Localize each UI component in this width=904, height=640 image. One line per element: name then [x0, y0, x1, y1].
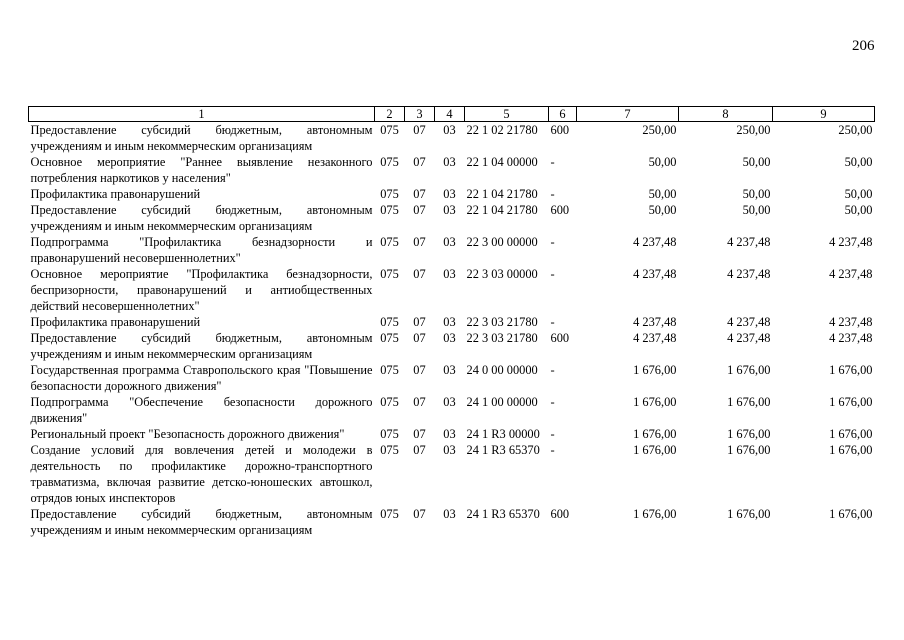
row-amount-9: 4 237,48 — [829, 235, 873, 249]
row-subsection-code: 03 — [443, 363, 456, 377]
row-amount-7: 1 676,00 — [633, 427, 677, 441]
row-section-code: 07 — [413, 427, 426, 441]
row-section-code: 07 — [413, 331, 426, 345]
row-amount-8: 50,00 — [742, 203, 771, 217]
row-name: Предоставление субсидий бюджетным, автономным учреждениям и иным некоммерческим организациям — [30, 203, 373, 233]
row-expense-type: - — [550, 315, 555, 329]
row-target-article: 22 1 02 21780 — [466, 123, 538, 137]
row-target-article: 22 3 03 00000 — [466, 267, 538, 281]
table-row — [29, 442, 875, 506]
row-ministry-code: 075 — [380, 395, 399, 409]
row-section-code: 07 — [413, 395, 426, 409]
page-number: 206 — [852, 38, 875, 54]
table-row — [29, 202, 875, 234]
row-amount-7: 4 237,48 — [633, 315, 677, 329]
row-amount-7: 1 676,00 — [633, 507, 677, 521]
row-ministry-code: 075 — [380, 187, 399, 201]
row-expense-type: 600 — [550, 331, 570, 345]
row-expense-type: - — [550, 267, 555, 281]
row-subsection-code: 03 — [443, 235, 456, 249]
row-subsection-code: 03 — [443, 443, 456, 457]
row-amount-9: 1 676,00 — [829, 443, 873, 457]
row-target-article: 22 1 04 21780 — [466, 187, 538, 201]
row-amount-7: 4 237,48 — [633, 331, 677, 345]
column-header-7: 7 — [577, 107, 679, 122]
row-ministry-code: 075 — [380, 235, 399, 249]
row-name: Профилактика правонарушений — [30, 315, 201, 329]
row-amount-9: 1 676,00 — [829, 427, 873, 441]
row-amount-8: 4 237,48 — [727, 235, 771, 249]
column-header-1: 1 — [29, 107, 375, 122]
table-row — [29, 330, 875, 362]
row-amount-7: 4 237,48 — [633, 267, 677, 281]
row-target-article: 24 1 00 00000 — [466, 395, 538, 409]
row-amount-8: 250,00 — [736, 123, 771, 137]
table-row — [29, 234, 875, 266]
row-amount-9: 1 676,00 — [829, 507, 873, 521]
row-name: Подпрограмма "Обеспечение безопасности дорожного движения" — [30, 395, 373, 425]
row-amount-9: 4 237,48 — [829, 315, 873, 329]
table-row — [29, 266, 875, 314]
row-amount-8: 1 676,00 — [727, 427, 771, 441]
table-row — [29, 506, 875, 538]
row-target-article: 22 3 03 21780 — [466, 315, 538, 329]
row-target-article: 24 1 R3 65370 — [466, 443, 540, 457]
row-expense-type: - — [550, 187, 555, 201]
row-expense-type: - — [550, 427, 555, 441]
row-name: Основное мероприятие "Профилактика безнадзорности, беспризорности, правонарушений и антиобщественных действий несовершеннолетних" — [30, 267, 373, 313]
row-amount-8: 50,00 — [742, 187, 771, 201]
row-subsection-code: 03 — [443, 315, 456, 329]
row-section-code: 07 — [413, 315, 426, 329]
row-amount-7: 250,00 — [642, 123, 677, 137]
row-amount-7: 50,00 — [648, 187, 677, 201]
header-row — [29, 107, 875, 122]
row-amount-8: 1 676,00 — [727, 507, 771, 521]
row-subsection-code: 03 — [443, 427, 456, 441]
row-expense-type: 600 — [550, 123, 570, 137]
row-subsection-code: 03 — [443, 395, 456, 409]
row-amount-9: 50,00 — [844, 187, 873, 201]
column-header-5: 5 — [465, 107, 549, 122]
row-ministry-code: 075 — [380, 123, 399, 137]
row-target-article: 22 3 00 00000 — [466, 235, 538, 249]
row-section-code: 07 — [413, 363, 426, 377]
row-ministry-code: 075 — [380, 267, 399, 281]
row-name: Региональный проект "Безопасность дорожного движения" — [30, 427, 345, 441]
row-expense-type: - — [550, 235, 555, 249]
row-amount-9: 1 676,00 — [829, 363, 873, 377]
row-name: Предоставление субсидий бюджетным, автономным учреждениям и иным некоммерческим организациям — [30, 507, 373, 537]
row-amount-7: 50,00 — [648, 155, 677, 169]
row-target-article: 24 0 00 00000 — [466, 363, 538, 377]
row-amount-8: 4 237,48 — [727, 315, 771, 329]
column-header-3: 3 — [405, 107, 435, 122]
row-ministry-code: 075 — [380, 155, 399, 169]
row-section-code: 07 — [413, 155, 426, 169]
row-name: Создание условий для вовлечения детей и молодежи в деятельность по профилактике дорожно-транспортного травматизма, включая развитие детско-юношеских автошкол, отрядов юных инспекторов — [30, 443, 373, 505]
row-subsection-code: 03 — [443, 155, 456, 169]
row-target-article: 24 1 R3 00000 — [466, 427, 540, 441]
table-row — [29, 426, 875, 442]
column-header-9: 9 — [773, 107, 875, 122]
row-amount-8: 1 676,00 — [727, 443, 771, 457]
row-section-code: 07 — [413, 507, 426, 521]
row-section-code: 07 — [413, 443, 426, 457]
row-amount-7: 1 676,00 — [633, 395, 677, 409]
row-subsection-code: 03 — [443, 203, 456, 217]
row-section-code: 07 — [413, 267, 426, 281]
table-header — [29, 107, 875, 122]
row-subsection-code: 03 — [443, 331, 456, 345]
column-header-8: 8 — [679, 107, 773, 122]
row-ministry-code: 075 — [380, 315, 399, 329]
row-name: Государственная программа Ставропольского края "Повышение безопасности дорожного движения" — [30, 363, 373, 393]
row-amount-8: 4 237,48 — [727, 331, 771, 345]
table-row — [29, 186, 875, 202]
row-expense-type: - — [550, 443, 555, 457]
row-amount-8: 4 237,48 — [727, 267, 771, 281]
row-amount-9: 50,00 — [844, 155, 873, 169]
row-expense-type: - — [550, 395, 555, 409]
row-section-code: 07 — [413, 187, 426, 201]
row-target-article: 22 1 04 00000 — [466, 155, 538, 169]
table-row — [29, 122, 875, 155]
row-section-code: 07 — [413, 203, 426, 217]
row-target-article: 24 1 R3 65370 — [466, 507, 540, 521]
row-expense-type: - — [550, 155, 555, 169]
row-name: Профилактика правонарушений — [30, 187, 201, 201]
row-subsection-code: 03 — [443, 507, 456, 521]
row-amount-9: 50,00 — [844, 203, 873, 217]
column-header-2: 2 — [375, 107, 405, 122]
row-ministry-code: 075 — [380, 427, 399, 441]
budget-table — [28, 106, 875, 538]
column-header-4: 4 — [435, 107, 465, 122]
row-subsection-code: 03 — [443, 187, 456, 201]
row-amount-8: 1 676,00 — [727, 395, 771, 409]
table-row — [29, 394, 875, 426]
row-amount-7: 1 676,00 — [633, 443, 677, 457]
row-expense-type: 600 — [550, 203, 570, 217]
row-target-article: 22 3 03 21780 — [466, 331, 538, 345]
row-name: Предоставление субсидий бюджетным, автономным учреждениям и иным некоммерческим организациям — [30, 331, 373, 361]
column-header-6: 6 — [549, 107, 577, 122]
row-expense-type: 600 — [550, 507, 570, 521]
row-subsection-code: 03 — [443, 267, 456, 281]
row-name: Основное мероприятие "Раннее выявление незаконного потребления наркотиков у населения" — [30, 155, 373, 185]
row-amount-9: 1 676,00 — [829, 395, 873, 409]
row-target-article: 22 1 04 21780 — [466, 203, 538, 217]
row-ministry-code: 075 — [380, 507, 399, 521]
row-amount-8: 1 676,00 — [727, 363, 771, 377]
row-ministry-code: 075 — [380, 363, 399, 377]
row-amount-8: 50,00 — [742, 155, 771, 169]
table-row — [29, 314, 875, 330]
row-amount-9: 250,00 — [838, 123, 873, 137]
row-amount-9: 4 237,48 — [829, 267, 873, 281]
row-section-code: 07 — [413, 123, 426, 137]
row-name: Предоставление субсидий бюджетным, автономным учреждениям и иным некоммерческим организациям — [30, 123, 373, 153]
table-body — [29, 122, 875, 539]
row-subsection-code: 03 — [443, 123, 456, 137]
row-amount-7: 4 237,48 — [633, 235, 677, 249]
row-amount-7: 50,00 — [648, 203, 677, 217]
row-amount-9: 4 237,48 — [829, 331, 873, 345]
row-expense-type: - — [550, 363, 555, 377]
table-row — [29, 154, 875, 186]
row-name: Подпрограмма "Профилактика безнадзорности и правонарушений несовершеннолетних" — [30, 235, 373, 265]
row-ministry-code: 075 — [380, 331, 399, 345]
row-section-code: 07 — [413, 235, 426, 249]
row-ministry-code: 075 — [380, 443, 399, 457]
row-amount-7: 1 676,00 — [633, 363, 677, 377]
table-row — [29, 362, 875, 394]
row-ministry-code: 075 — [380, 203, 399, 217]
